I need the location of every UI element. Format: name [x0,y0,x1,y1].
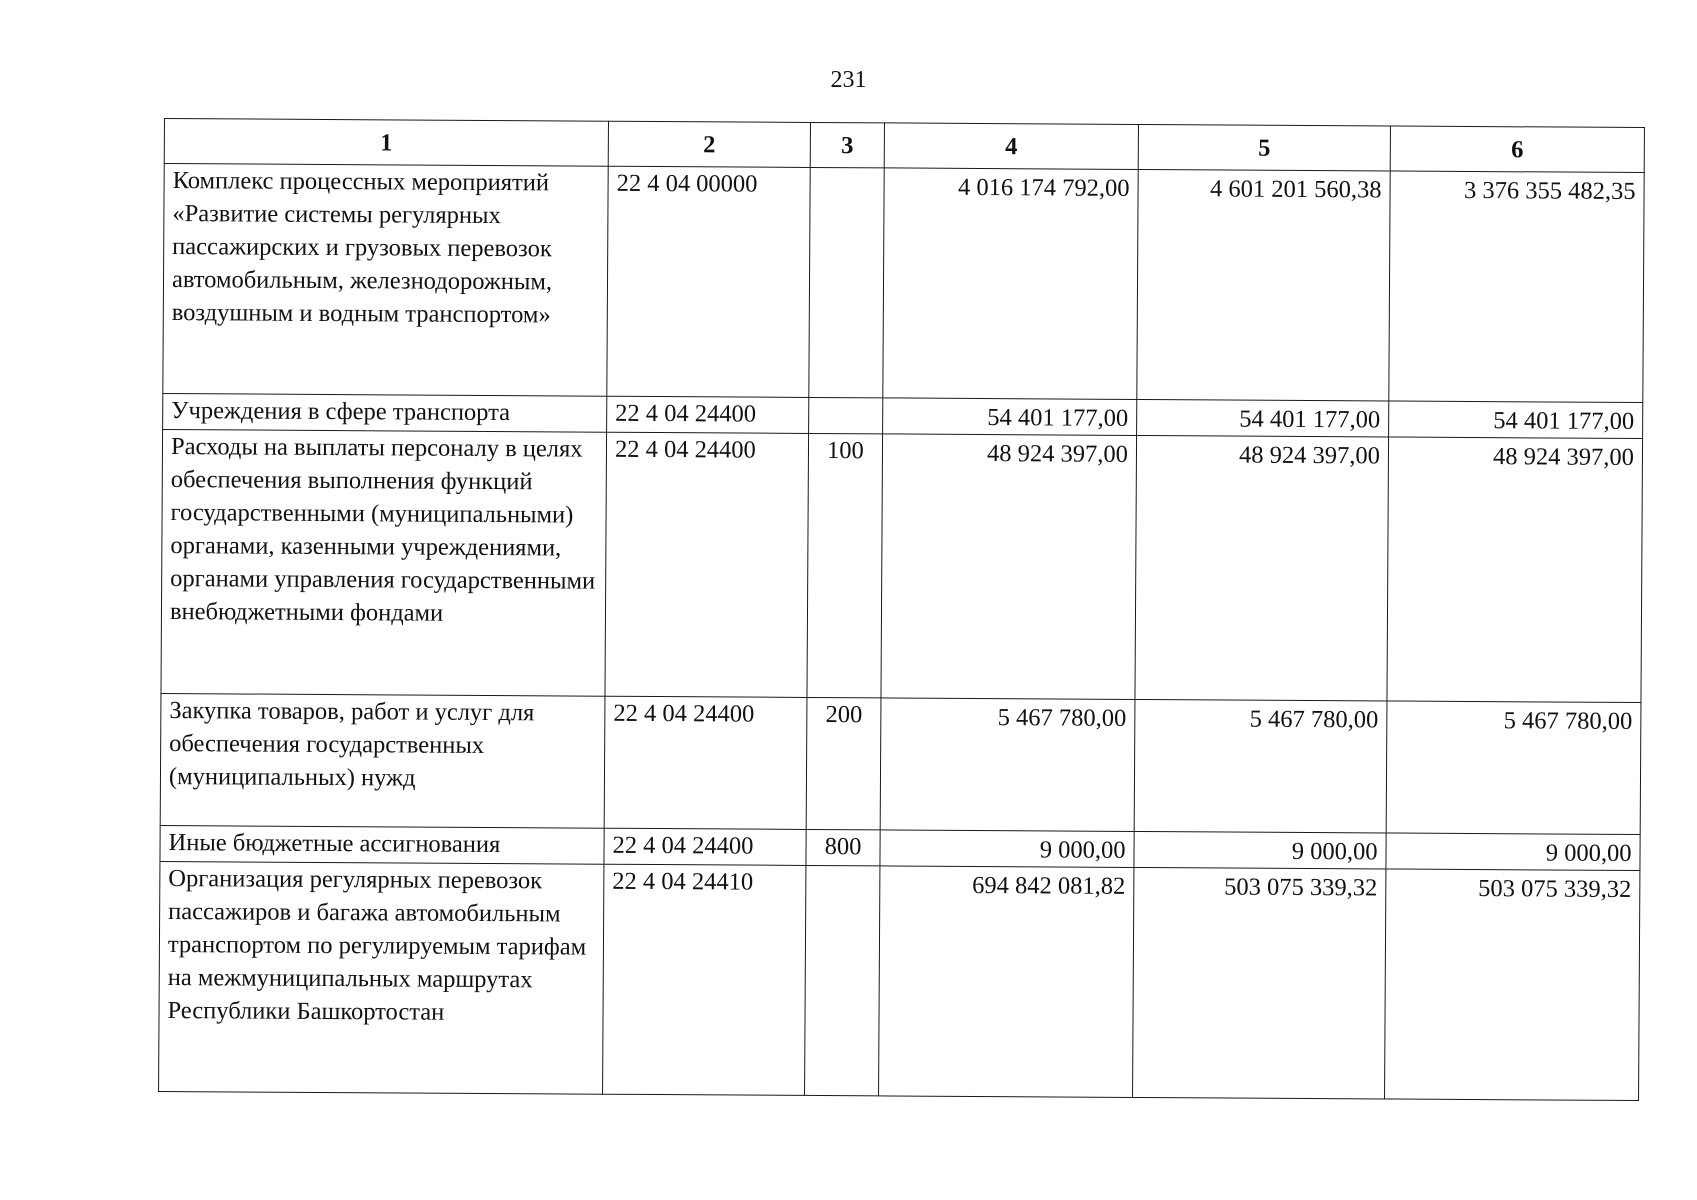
table-row [159,861,1640,1100]
row-name: Расходы на выплаты персоналу в целях обеспечения выполнения функций государственными (муниципальными) органами, казенными учреждениями, органами управления государственными внебюджетными фондами [161,429,607,696]
row-name: Учреждения в сфере транспорта [163,393,607,432]
row-value-col4: 694 842 081,82 [972,871,1126,900]
row-code: 22 4 04 24410 [603,864,806,1095]
row-value-col5: 9 000,00 [1291,837,1378,866]
row-expense-type: 200 [806,697,881,829]
header-col-1: 1 [164,119,608,167]
row-value-col4: 48 924 397,00 [987,440,1129,468]
row-name: Закупка товаров, работ и услуг для обеспечения государственных (муниципальных) нужд [160,693,605,828]
row-value-col6: 54 401 177,00 [1493,407,1635,435]
row-value-col6: 3 376 355 482,35 [1463,176,1636,205]
row-value-col6: 503 075 339,32 [1478,875,1632,903]
header-col-2: 2 [608,121,810,167]
row-value-col5: 503 075 339,32 [1224,873,1378,902]
table-row [160,693,1641,834]
row-value-col6: 9 000,00 [1545,839,1632,867]
row-code: 22 4 04 24400 [607,396,809,433]
row-value-col5: 48 924 397,00 [1239,441,1381,470]
row-value-col5: 54 401 177,00 [1239,405,1381,434]
header-col-4: 4 [884,123,1138,170]
row-expense-type [809,167,884,397]
row-expense-type [809,397,883,433]
row-name: Комплекс процессных мероприятий «Развитие системы регулярных пассажирских и грузовых перевозок автомобильным, железнодорожным, воздушным и водным транспортом» [163,164,608,397]
table-row [163,164,1644,403]
header-col-5: 5 [1138,124,1390,171]
row-code: 22 4 04 00000 [607,166,810,397]
row-value-col4: 4 016 174 792,00 [958,173,1130,202]
row-value-col4: 54 401 177,00 [987,404,1129,432]
budget-table-container [158,118,1644,1101]
row-value-col5: 5 467 780,00 [1249,705,1379,734]
page-number: 231 [830,67,867,93]
row-value-col6: 48 924 397,00 [1492,443,1635,471]
row-code: 22 4 04 24400 [604,828,806,865]
header-col-6: 6 [1390,126,1644,173]
table-row [161,429,1643,702]
row-value-col6: 5 467 780,00 [1503,707,1633,735]
header-col-3: 3 [810,122,884,167]
row-expense-type [805,865,880,1095]
row-code: 22 4 04 24400 [605,432,809,697]
row-name: Организация регулярных перевозок пассажиров и багажа автомобильным транспортом по регулируемым тарифам на межмуниципальных маршрутах Республики Башкортостан [159,861,604,1094]
row-expense-type: 100 [807,433,883,697]
row-code: 22 4 04 24400 [604,696,807,829]
row-name: Иные бюджетные ассигнования [160,825,604,864]
budget-table [158,118,1645,1101]
row-expense-type: 800 [806,829,880,865]
row-value-col5: 4 601 201 560,38 [1210,175,1382,204]
row-value-col4: 9 000,00 [1039,836,1126,864]
row-value-col4: 5 467 780,00 [997,704,1127,732]
